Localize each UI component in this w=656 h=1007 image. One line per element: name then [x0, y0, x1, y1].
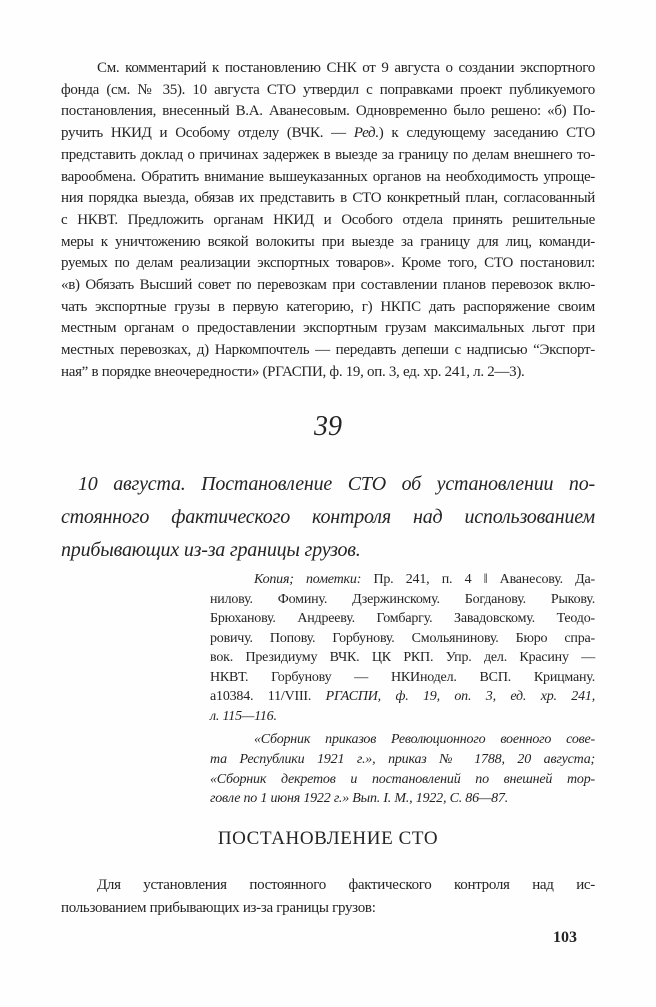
- text-line: «Сборник приказов Революционного военного сове-: [254, 732, 595, 747]
- text-line: ровичу. Попову. Горбунову. Смольянинову. Бюро спра-: [210, 630, 595, 646]
- provenance-note: [210, 570, 595, 726]
- text-line: местных перевозках, д) Наркомпочтель — передавть депеши с надписью “Экспорт-: [61, 342, 595, 359]
- document-body-paragraph: [61, 874, 595, 920]
- text-line: прибывающих из-за границы грузов.: [61, 539, 361, 561]
- entry-heading: [61, 468, 595, 567]
- text-line: л. 115—116.: [210, 708, 277, 724]
- text-line: НКВТ. Горбунову — НКИнодел. ВСП. Крицману.: [210, 669, 595, 685]
- text-line: нилову. Фомину. Дзержинскому. Богданову. Рыкову.: [210, 591, 595, 607]
- text-line: меры к уничтожению всякой волокиты при выезде за границу для лиц, команди-: [61, 233, 595, 250]
- text-line: пользованием прибывающих из-за границы грузов:: [61, 900, 376, 916]
- text-line: ная” в порядке внеочередности» (РГАСПИ, ф. 19, оп. 3, ед. хр. 241, л. 2—3).: [61, 363, 525, 380]
- text-line: представить доклад о причинах задержек в выезде за границу по делам внешнего то-: [61, 146, 595, 163]
- text-line: См. комментарий к постановлению СНК от 9 августа о создании экспортного: [97, 60, 595, 76]
- text-line: говле по 1 июня 1922 г.» Вып. I. М., 1922, С. 86—87.: [210, 791, 509, 807]
- sources-note: [210, 730, 595, 809]
- text-line: варообмена. Обратить внимание вышеуказанных органов на необходимость упроще-: [61, 168, 595, 185]
- text-line: 10 августа. Постановление СТО об установлении по-: [78, 473, 595, 495]
- commentary-paragraph: [61, 58, 595, 384]
- text-line: «Сборник декретов и постановлений по внешней тор-: [210, 771, 595, 787]
- text-line: фонда (см. № 35). 10 августа СТО утвердил с поправками проект публикуемого: [61, 81, 595, 98]
- text-line: а10384. 11/VIII. РГАСПИ, ф. 19, оп. 3, ед. хр. 241,: [210, 689, 595, 704]
- text-line: руемых по делам реализации экспортных товаров». Кроме того, СТО постановил:: [61, 255, 595, 272]
- text-line: постановления, внесенный В.А. Аванесовым. Одновременно было решено: «б) По-: [61, 103, 595, 120]
- text-line: «в) Обязать Высший совет по перевозкам при составлении планов перевозок вклю-: [61, 277, 595, 294]
- text-line: с НКВТ. Предложить органам НКИД и Особого отдела принять решительные: [61, 211, 595, 228]
- text-line: Для установления постоянного фактического контроля над ис-: [97, 877, 595, 893]
- text-line: стоянного фактического контроля над использованием: [61, 506, 595, 528]
- entry-number: 39: [314, 411, 342, 442]
- text-line: вок. Президиуму ВЧК. ЦК РКП. Упр. дел. Красину —: [210, 650, 595, 665]
- text-line: ручить НКИД и Особому отделу (ВЧК. — Ред.) к следующему заседанию СТО: [61, 125, 595, 142]
- text-line: Брюханову. Андрееву. Гомбаргу. Завадовскому. Теодо-: [210, 611, 595, 626]
- text-line: местным органам о предоставлении экспортным грузам максимальных льгот при: [61, 320, 595, 337]
- text-line: чать экспортные грузы в первую категорию, г) НКПС дать распоряжение своим: [61, 298, 595, 315]
- text-line: ния порядка выезда, обязав их представить в СТО конкретный план, согласованный: [61, 190, 595, 207]
- page-number: 103: [553, 929, 577, 946]
- document-heading: ПОСТАНОВЛЕНИЕ СТО: [217, 828, 439, 849]
- text-line: Копия; пометки: Пр. 241, п. 4 ‖ Аванесову. Да-: [254, 572, 596, 587]
- text-line: та Республики 1921 г.», приказ № 1788, 20 августа;: [210, 751, 595, 767]
